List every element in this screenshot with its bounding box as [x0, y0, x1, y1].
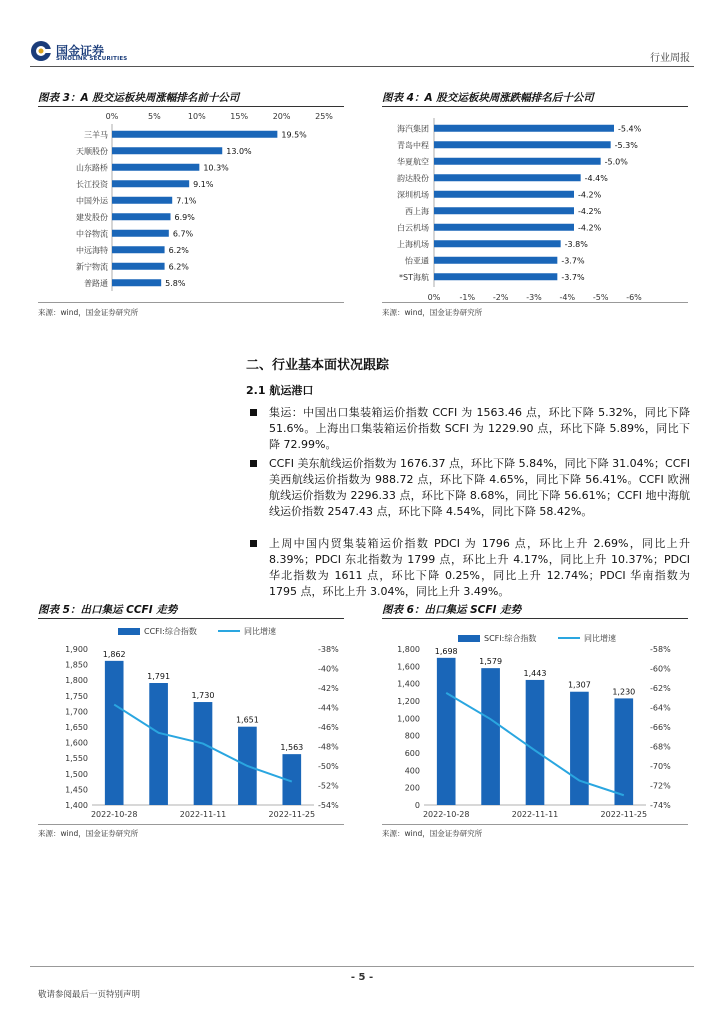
- data-label: 1,651: [235, 715, 259, 725]
- data-label: -4.4%: [584, 173, 608, 183]
- y-tick-label-right: -62%: [650, 684, 671, 693]
- y-tick-label-left: 1,200: [397, 697, 420, 706]
- y-tick-label-left: 200: [404, 783, 420, 793]
- bar: [149, 683, 168, 805]
- bar: [112, 197, 172, 204]
- x-tick-label: -3%: [526, 293, 542, 302]
- y-tick-label-right: -66%: [650, 723, 671, 732]
- y-tick-label-right: -64%: [650, 703, 671, 713]
- data-label: 6.7%: [172, 229, 194, 239]
- y-tick-label-right: -68%: [650, 742, 671, 752]
- y-tick-label-right: -60%: [650, 664, 671, 674]
- y-tick-label-right: -38%: [318, 645, 339, 654]
- legend-label: 同比增速: [584, 634, 616, 643]
- data-label: 5.8%: [165, 278, 186, 288]
- category-label: 长江投资: [76, 179, 108, 189]
- y-tick-label-left: 800: [404, 731, 420, 741]
- category-label: 华夏航空: [397, 157, 429, 167]
- x-tick-label: -1%: [459, 293, 476, 302]
- bar: [437, 658, 456, 805]
- figure-6-title-rule: [382, 618, 688, 619]
- data-label: 1,563: [280, 743, 304, 753]
- section-subtitle: 2.1 航运港口: [246, 384, 314, 397]
- data-label: 1,791: [147, 672, 171, 682]
- data-label: 13.0%: [226, 146, 252, 156]
- x-tick-label: 5%: [148, 112, 161, 121]
- disclaimer-note: 敬请参阅最后一页特别声明: [38, 990, 141, 1000]
- bar: [112, 131, 277, 138]
- bar: [434, 224, 574, 231]
- category-label: 中远海特: [76, 245, 108, 255]
- category-label: 建发股份: [76, 212, 108, 222]
- data-label: -4.2%: [578, 223, 602, 233]
- document-type: 行业周报: [650, 53, 690, 64]
- category-label: 深圳机场: [397, 190, 429, 200]
- data-label: 1,730: [191, 691, 215, 701]
- y-tick-label-left: 1,900: [65, 645, 88, 654]
- figure-4-source: 来源：wind，国金证券研究所: [382, 308, 483, 317]
- bullet-item: [250, 456, 690, 536]
- bar: [434, 273, 557, 280]
- category-label: 上海机场: [397, 239, 429, 249]
- legend-label: CCFI:综合指数: [144, 627, 197, 636]
- data-label: 1,579: [479, 657, 503, 667]
- figure-6-title: 图表 6：出口集运 SCFI 走势: [382, 604, 522, 616]
- bar: [112, 213, 171, 220]
- bar: [434, 174, 581, 181]
- figure-3-bottom-rule: [38, 302, 344, 303]
- x-tick-label: 20%: [272, 112, 291, 121]
- x-tick-label: 2022-11-25: [268, 810, 316, 819]
- data-label: -3.8%: [564, 239, 588, 249]
- category-label: 三羊马: [84, 130, 108, 140]
- y-tick-label-left: 400: [404, 766, 420, 776]
- x-tick-label: 15%: [230, 112, 249, 121]
- bar: [434, 240, 561, 247]
- bar: [570, 692, 589, 805]
- data-label: -4.2%: [578, 206, 602, 216]
- bullet-text: CCFI 美东航线运价指数为 1676.37 点，环比下降 5.84%，同比下降 31.04%；CCFI 美西航线运价指数为 988.72 点，环比下降 4.65%，同比下降 56.41%。CCFI 欧洲航线运价指数为 2296.33 点，环比下降 8.68%，同比下降 56.61%；CCFI 地中海航线运价指数 2547.43 点，环比下降 4.54%，同比下降 58.42%。: [269, 457, 690, 518]
- y-tick-label-left: 1,000: [397, 714, 420, 724]
- category-label: *ST海航: [399, 272, 429, 282]
- y-tick-label-right: -52%: [318, 781, 339, 791]
- bullet-item: [250, 536, 690, 600]
- y-tick-label-right: -74%: [650, 801, 671, 810]
- data-label: 10.3%: [203, 163, 229, 173]
- data-label: -5.0%: [604, 157, 628, 167]
- bar: [112, 164, 199, 171]
- x-tick-label: 2022-10-28: [90, 810, 138, 819]
- y-tick-label-left: 1,450: [65, 785, 88, 795]
- data-label: 1,862: [102, 649, 126, 659]
- figure-3-title: 图表 3：A 股交运板块周涨幅排名前十公司: [38, 92, 240, 104]
- data-label: 1,443: [523, 668, 547, 678]
- data-label: 1,698: [434, 646, 458, 656]
- x-tick-label: 2022-11-11: [179, 810, 227, 819]
- legend-swatch-bar: [118, 628, 140, 635]
- y-tick-label-left: 1,400: [65, 801, 88, 810]
- y-tick-label-right: -46%: [318, 723, 339, 732]
- data-label: -5.4%: [618, 124, 642, 134]
- category-label: 新宁物流: [76, 262, 108, 272]
- y-tick-label-left: 600: [404, 749, 420, 758]
- bullet-square-icon: [250, 409, 257, 416]
- y-tick-label-left: 1,500: [65, 769, 88, 779]
- y-tick-label-right: -58%: [650, 645, 671, 654]
- category-label: 中谷物流: [76, 229, 108, 239]
- bar: [481, 668, 500, 805]
- y-tick-label-right: -72%: [650, 781, 671, 791]
- data-label: -5.3%: [614, 140, 638, 150]
- category-label: 韵达股份: [397, 173, 429, 183]
- data-label: -4.2%: [578, 190, 602, 200]
- category-label: 白云机场: [397, 223, 429, 233]
- figure-4-title: 图表 4：A 股交运板块周涨跌幅排名后十公司: [382, 92, 594, 104]
- category-label: 青岛中程: [397, 140, 429, 150]
- bar: [434, 125, 614, 132]
- x-tick-label: -6%: [626, 293, 642, 302]
- figure-6-source: 来源：wind，国金证券研究所: [382, 829, 483, 838]
- logo-text-cn: 国金证券: [56, 44, 105, 58]
- y-tick-label-right: -54%: [318, 801, 339, 810]
- category-label: 普路通: [84, 278, 108, 288]
- y-tick-label-left: 1,550: [65, 754, 88, 764]
- x-tick-label: 10%: [187, 112, 206, 121]
- data-label: 1,230: [612, 687, 636, 697]
- bar: [112, 180, 189, 187]
- bar: [434, 158, 601, 165]
- x-tick-label: -5%: [592, 293, 609, 302]
- category-label: 山东路桥: [76, 163, 108, 173]
- y-tick-label-left: 1,800: [397, 645, 420, 654]
- y-tick-label-right: -44%: [318, 703, 339, 713]
- data-label: 19.5%: [281, 130, 307, 140]
- y-tick-label-right: -42%: [318, 684, 339, 693]
- x-tick-label: -2%: [492, 293, 509, 302]
- x-tick-label: 2022-10-28: [422, 810, 470, 819]
- y-tick-label-left: 1,600: [397, 662, 420, 672]
- footer-divider: [30, 966, 694, 967]
- category-label: 天顺股份: [76, 146, 108, 156]
- bar: [194, 702, 213, 805]
- x-tick-label: 2022-11-25: [600, 810, 648, 819]
- legend-swatch-bar: [458, 635, 480, 642]
- data-label: 6.9%: [174, 212, 195, 222]
- y-tick-label-left: 1,800: [65, 676, 88, 686]
- x-tick-label: -4%: [559, 293, 576, 302]
- y-tick-label-right: -48%: [318, 742, 339, 752]
- figure-5-bottom-rule: [38, 824, 344, 825]
- category-label: 海汽集团: [397, 124, 429, 134]
- bar: [434, 141, 611, 148]
- bar: [112, 147, 222, 154]
- bar: [112, 279, 161, 286]
- section-title: 二、行业基本面状况跟踪: [246, 358, 390, 373]
- x-tick-label: 2022-11-11: [511, 810, 559, 819]
- bullet-item: [250, 405, 690, 453]
- figure-5-title-rule: [38, 618, 344, 619]
- x-tick-label: 25%: [315, 112, 333, 121]
- figure-3-source: 来源：wind，国金证券研究所: [38, 308, 139, 317]
- bar: [112, 230, 169, 237]
- y-tick-label-left: 1,650: [65, 723, 88, 732]
- bar: [112, 263, 165, 270]
- data-label: -3.7%: [561, 256, 585, 266]
- bullet-square-icon: [250, 460, 257, 467]
- bar: [112, 246, 165, 253]
- data-label: 7.1%: [176, 196, 197, 206]
- logo-text-en: SINOLINK SECURITIES: [56, 56, 128, 62]
- category-label: 西上海: [405, 206, 429, 216]
- y-tick-label-right: -50%: [318, 762, 339, 771]
- bar: [614, 698, 633, 805]
- page-number: - 5 -: [350, 972, 374, 983]
- y-tick-label-left: 1,600: [65, 738, 88, 748]
- bullet-square-icon: [250, 540, 257, 547]
- y-tick-label-left: 1,750: [65, 691, 88, 701]
- bar: [526, 680, 545, 805]
- data-label: 6.2%: [168, 245, 189, 255]
- bullet-text: 集运：中国出口集装箱运价指数 CCFI 为 1563.46 点，环比下降 5.32%，同比下降 51.6%。上海出口集装箱运价指数 SCFI 为 1229.90 点，环比下降 5.89%，同比下降 72.99%。: [269, 406, 690, 451]
- data-label: -3.7%: [561, 272, 585, 282]
- figure-4-bottom-rule: [382, 302, 688, 303]
- figure-6-bottom-rule: [382, 824, 688, 825]
- y-tick-label-left: 1,700: [65, 707, 88, 717]
- figure-5-title: 图表 5：出口集运 CCFI 走势: [38, 604, 178, 616]
- y-tick-label-left: 1,400: [397, 679, 420, 689]
- category-label: 中国外运: [76, 196, 108, 206]
- data-label: 6.2%: [168, 262, 189, 272]
- legend-label: 同比增速: [244, 627, 276, 636]
- bar: [434, 257, 557, 264]
- y-tick-label-left: 1,850: [65, 660, 88, 670]
- bar: [105, 661, 124, 805]
- bar: [434, 191, 574, 198]
- figure-5-source: 来源：wind，国金证券研究所: [38, 829, 139, 838]
- data-label: 1,307: [567, 680, 591, 690]
- y-tick-label-left: 0: [414, 801, 420, 810]
- legend-label: SCFI:综合指数: [484, 634, 537, 643]
- data-label: 9.1%: [193, 179, 214, 189]
- category-label: 怡亚通: [405, 256, 429, 266]
- bullet-text: 上周中国内贸集装箱运价指数 PDCI 为 1796 点，环比上升 2.69%，同比上升 8.39%；PDCI 东北指数为 1799 点，环比上升 4.17%，同比上升 10.37%；PDCI 华北指数为 1611 点，环比下降 0.25%，同比上升 12.74%；PDCI 华南指数为 1795 点，环比上升 3.04%，同比上升 3.49%。: [269, 537, 690, 598]
- x-tick-label: 0%: [105, 112, 119, 121]
- x-tick-label: 0%: [427, 293, 441, 302]
- y-tick-label-right: -70%: [650, 762, 671, 771]
- bar: [434, 207, 574, 214]
- y-tick-label-right: -40%: [318, 664, 339, 674]
